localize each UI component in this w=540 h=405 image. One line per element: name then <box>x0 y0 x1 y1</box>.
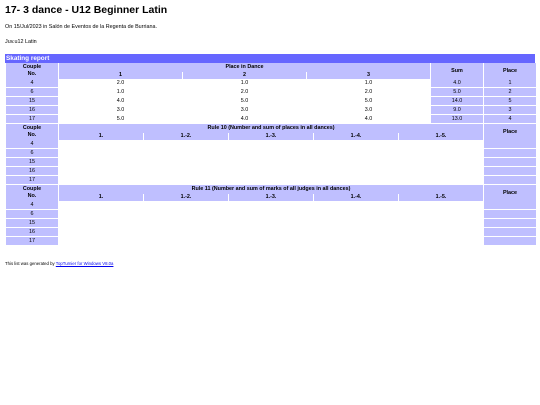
rule-cell <box>59 176 143 185</box>
footer <box>5 261 535 267</box>
rule-cell <box>314 176 398 185</box>
rule-cell <box>229 201 313 210</box>
couple-number: 17 <box>6 237 58 246</box>
couple-number: 6 <box>6 149 58 158</box>
rule-cell <box>314 158 398 167</box>
table-row <box>6 158 536 167</box>
couple-number: 17 <box>6 176 58 185</box>
rule-cell <box>399 228 483 237</box>
rule-cell <box>314 228 398 237</box>
rule10-table <box>5 124 537 185</box>
rule-cell <box>314 219 398 228</box>
sum-value: 9.0 <box>431 106 483 115</box>
rule-cell <box>399 176 483 185</box>
dance-col-1: 1 <box>59 72 182 79</box>
rule-cell <box>399 201 483 210</box>
place-value: 4 <box>484 115 536 124</box>
rule-cell <box>314 140 398 149</box>
place-dance-1: 3.0 <box>59 106 182 115</box>
sum-value: 13.0 <box>431 115 483 124</box>
sum-value: 4.0 <box>431 79 483 88</box>
rule-cell <box>229 167 313 176</box>
rule11-col-4: 1.-4. <box>314 194 398 201</box>
footer-text: This list was generated by <box>5 261 56 266</box>
rule-cell <box>229 228 313 237</box>
place-header: Place <box>484 63 536 79</box>
place-dance-2: 4.0 <box>183 115 306 124</box>
couple-number: 16 <box>6 167 58 176</box>
rule-cell <box>229 210 313 219</box>
place-dance-2: 1.0 <box>183 79 306 88</box>
rule-cell <box>314 167 398 176</box>
table-row <box>6 201 536 210</box>
rule-cell <box>59 158 143 167</box>
place-value <box>484 140 536 149</box>
table-row <box>6 79 536 88</box>
place-dance-3: 2.0 <box>307 88 430 97</box>
rule-cell <box>144 228 228 237</box>
rule-cell <box>144 167 228 176</box>
rule-cell <box>314 201 398 210</box>
page-title: 17- 3 dance - U12 Beginner Latin <box>5 4 168 16</box>
rule-cell <box>399 140 483 149</box>
sum-value: 14.0 <box>431 97 483 106</box>
rule-cell <box>229 219 313 228</box>
place-value <box>484 167 536 176</box>
table-row <box>6 219 536 228</box>
place-value: 5 <box>484 97 536 106</box>
rule-cell <box>399 210 483 219</box>
dance-col-2: 2 <box>183 72 306 79</box>
table-row <box>6 210 536 219</box>
rule10-col-1: 1. <box>59 133 143 140</box>
topturnier-link[interactable]: TopTurnier for Windows V8.0a <box>55 261 114 266</box>
rule11-header: Rule 11 (Number and sum of marks of all judges in all dances) <box>59 185 483 194</box>
place-value <box>484 228 536 237</box>
rule11-table <box>5 185 537 246</box>
place-value <box>484 201 536 210</box>
rule-cell <box>59 167 143 176</box>
rule11-col-5: 1.-5. <box>399 194 483 201</box>
rule-cell <box>399 237 483 246</box>
rule10-header: Rule 10 (Number and sum of places in all dances) <box>59 124 483 133</box>
rule10-col-4: 1.-4. <box>314 133 398 140</box>
place-value <box>484 149 536 158</box>
place-value: 1 <box>484 79 536 88</box>
rule-cell <box>144 237 228 246</box>
rule-cell <box>314 149 398 158</box>
place-value: 3 <box>484 106 536 115</box>
rule-cell <box>59 201 143 210</box>
couple-number: 4 <box>6 140 58 149</box>
place-in-dance-header: Place in Dance <box>59 63 430 72</box>
rule-cell <box>314 237 398 246</box>
place-dance-1: 4.0 <box>59 97 182 106</box>
place-dance-3: 1.0 <box>307 79 430 88</box>
skating-report-header: Skating report <box>5 54 535 63</box>
place-dance-2: 5.0 <box>183 97 306 106</box>
rule-cell <box>144 176 228 185</box>
rule-cell <box>314 210 398 219</box>
place-header: Place <box>484 185 536 201</box>
place-dance-3: 5.0 <box>307 97 430 106</box>
place-dance-1: 2.0 <box>59 79 182 88</box>
couple-no-header: Couple No. <box>6 124 58 140</box>
rule-cell <box>59 149 143 158</box>
rule11-col-1: 1. <box>59 194 143 201</box>
rule10-col-3: 1.-3. <box>229 133 313 140</box>
table-row <box>6 97 536 106</box>
place-value: 2 <box>484 88 536 97</box>
couple-number: 16 <box>6 106 58 115</box>
couple-number: 15 <box>6 219 58 228</box>
table-row <box>6 228 536 237</box>
couple-number: 16 <box>6 228 58 237</box>
couple-number: 6 <box>6 210 58 219</box>
rule-cell <box>59 210 143 219</box>
table-row <box>6 106 536 115</box>
rule-cell <box>399 219 483 228</box>
rule-cell <box>144 158 228 167</box>
place-value <box>484 210 536 219</box>
rule-cell <box>229 237 313 246</box>
couple-no-header: Couple No. <box>6 185 58 201</box>
table-row <box>6 149 536 158</box>
place-dance-1: 1.0 <box>59 88 182 97</box>
rule-cell <box>59 228 143 237</box>
table-row <box>6 88 536 97</box>
place-dance-2: 3.0 <box>183 106 306 115</box>
dance-col-3: 3 <box>307 72 430 79</box>
couple-number: 17 <box>6 115 58 124</box>
place-value <box>484 176 536 185</box>
rule10-col-2: 1.-2. <box>144 133 228 140</box>
rule-cell <box>144 219 228 228</box>
rule-cell <box>399 149 483 158</box>
couple-number: 4 <box>6 201 58 210</box>
rule-cell <box>59 237 143 246</box>
rule-cell <box>144 149 228 158</box>
rule11-col-3: 1.-3. <box>229 194 313 201</box>
rule-cell <box>399 167 483 176</box>
table-row <box>6 176 536 185</box>
couple-number: 15 <box>6 158 58 167</box>
sum-value: 5.0 <box>431 88 483 97</box>
place-header: Place <box>484 124 536 140</box>
table-row <box>6 140 536 149</box>
rule10-col-5: 1.-5. <box>399 133 483 140</box>
table-row <box>6 167 536 176</box>
place-dance-3: 3.0 <box>307 106 430 115</box>
place-table <box>5 63 537 124</box>
rule-cell <box>144 201 228 210</box>
place-value <box>484 219 536 228</box>
class-line: Juv.u12 Latin <box>5 39 37 45</box>
rule-cell <box>399 158 483 167</box>
place-value <box>484 158 536 167</box>
place-dance-1: 5.0 <box>59 115 182 124</box>
table-row <box>6 237 536 246</box>
couple-number: 6 <box>6 88 58 97</box>
rule-cell <box>59 140 143 149</box>
place-value <box>484 237 536 246</box>
couple-number: 15 <box>6 97 58 106</box>
rule-cell <box>144 210 228 219</box>
rule-cell <box>229 140 313 149</box>
rule-cell <box>59 219 143 228</box>
rule-cell <box>229 158 313 167</box>
rule-cell <box>229 149 313 158</box>
couple-no-header: Couple No. <box>6 63 58 79</box>
couple-number: 4 <box>6 79 58 88</box>
place-dance-3: 4.0 <box>307 115 430 124</box>
rule-cell <box>229 176 313 185</box>
rule11-col-2: 1.-2. <box>144 194 228 201</box>
sum-header: Sum <box>431 63 483 79</box>
rule-cell <box>144 140 228 149</box>
event-line: On 15/Jul/2023 in Salón de Eventos de la Regenta de Burriana. <box>5 24 157 30</box>
place-dance-2: 2.0 <box>183 88 306 97</box>
table-row <box>6 115 536 124</box>
